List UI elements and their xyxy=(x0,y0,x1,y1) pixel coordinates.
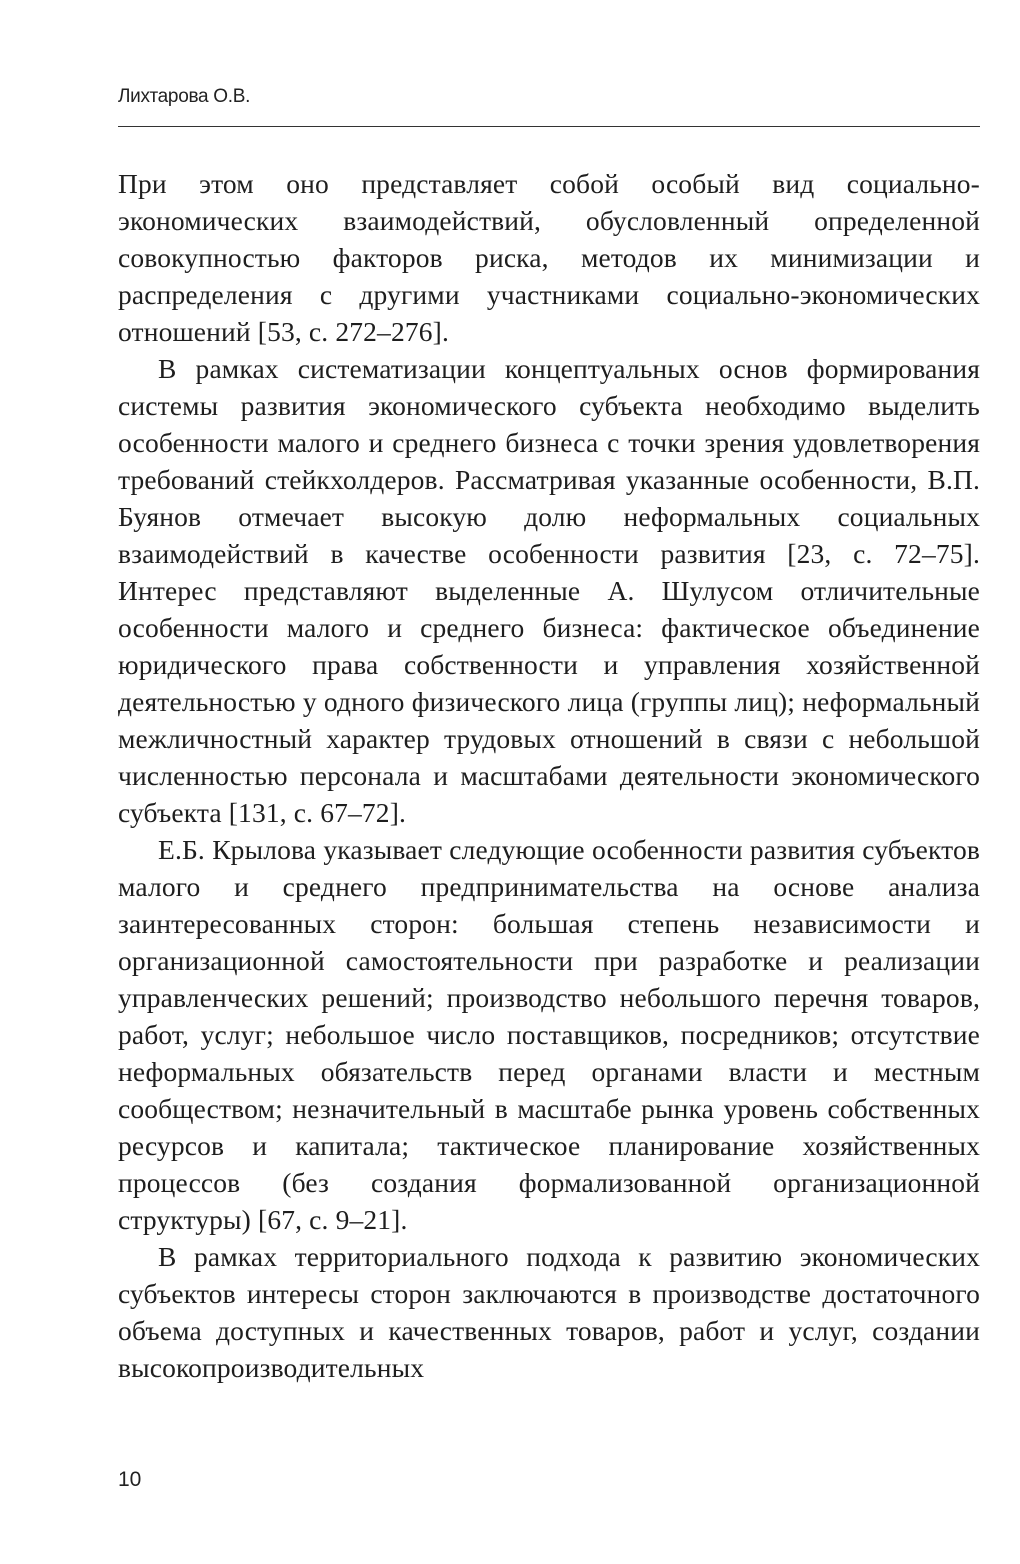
body-text xyxy=(118,165,980,1386)
paragraph-4: В рамках территориального подхода к развитию экономических субъектов интересы сторон заключаются в производстве достаточного объема доступных и качественных товаров, работ и услуг, создании высокопроизводительных xyxy=(118,1241,980,1383)
paragraph-2: В рамках систематизации концептуальных основ формирования системы развития экономического субъекта необходимо выделить особенности малого и среднего бизнеса с точки зрения удовлетворения требований стейкхолдеров. Рассматривая указанные особенности, В.П. Буянов отмечает высокую долю неформальных социальных взаимодействий в качестве особенности развития [23, с. 72–75]. Интерес представляют выделенные А. Шулусом отличительные особенности малого и среднего бизнеса: фактическое объединение юридического права собственности и управления хозяйственной деятельностью у одного физического лица (группы лиц); неформальный межличностный характер трудовых отношений в связи с небольшой численностью персонала и масштабами деятельности экономического субъекта [131, с. 67–72]. xyxy=(118,353,980,828)
paragraph-3: Е.Б. Крылова указывает следующие особенности развития субъектов малого и среднего предпринимательства на основе анализа заинтересованных сторон: большая степень независимости и организационной самостоятельности при разработке и реализации управленческих решений; производство небольшого перечня товаров, работ, услуг; небольшое число поставщиков, посредников; отсутствие неформальных обязательств перед органами власти и местным сообществом; незначительный в масштабе рынка уровень собственных ресурсов и капитала; тактическое планирование хозяйственных процессов (без создания формализованной организационной структуры) [67, с. 9–21]. xyxy=(118,834,980,1235)
running-head-author: Лихтарова О.В. xyxy=(118,86,251,107)
page-number: 10 xyxy=(118,1468,142,1491)
header-rule xyxy=(118,126,980,127)
paragraph-1: При этом оно представляет собой особый вид социально-экономических взаимодействий, обусловленный определенной совокупностью факторов риска, методов их минимизации и распределения с другими участниками социально-экономических отношений [53, с. 272–276]. xyxy=(118,168,980,347)
